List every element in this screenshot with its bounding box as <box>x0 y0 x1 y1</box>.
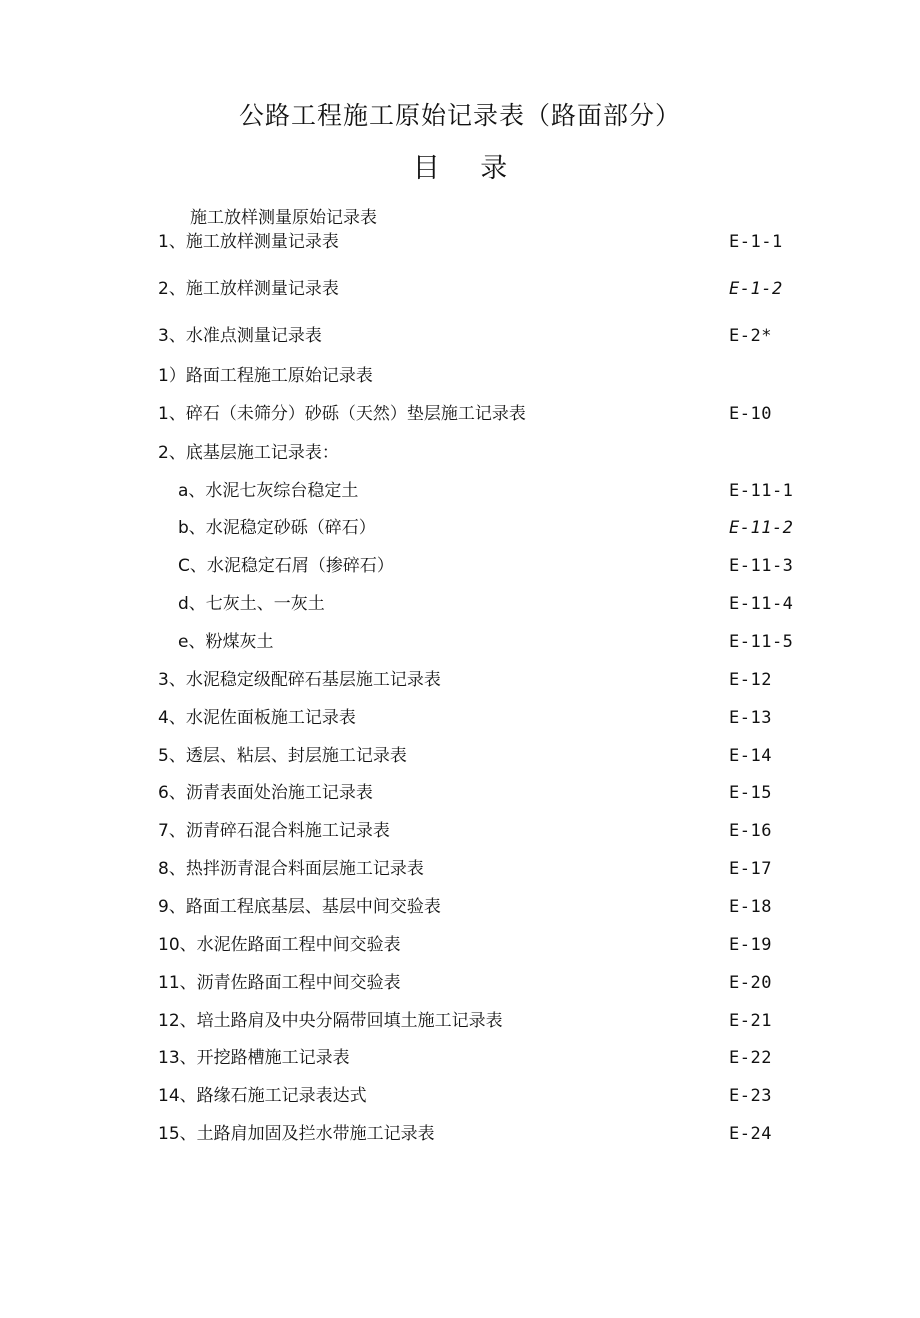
toc-code: E-10 <box>729 404 772 424</box>
toc-code: E-18 <box>729 897 772 917</box>
toc-entry <box>0 743 920 769</box>
toc-entry <box>0 705 920 731</box>
toc-code: E-16 <box>729 821 772 841</box>
toc-code: E-22 <box>729 1048 772 1068</box>
toc-entry <box>0 1083 920 1109</box>
toc-label: 4、水泥佐面板施工记录表 <box>158 708 356 728</box>
toc-section-heading <box>0 205 920 231</box>
toc-code: E-1-1 <box>729 232 783 252</box>
toc-label: 1、施工放样测量记录表 <box>158 232 339 252</box>
toc-entry <box>0 1008 920 1034</box>
toc-code: E-24 <box>729 1124 772 1144</box>
toc-code: E-23 <box>729 1086 772 1106</box>
toc-code: E-11-5 <box>729 632 794 652</box>
document-subtitle: 目 录 <box>412 153 524 184</box>
toc-label: 11、沥青佐路面工程中间交验表 <box>158 973 401 993</box>
toc-label: 10、水泥佐路面工程中间交验表 <box>158 935 401 955</box>
toc-entry <box>0 440 920 466</box>
toc-entry <box>0 276 920 302</box>
toc-entry <box>0 1045 920 1071</box>
toc-label: 5、透层、粘层、封层施工记录表 <box>158 746 407 766</box>
toc-label: 8、热拌沥青混合料面层施工记录表 <box>158 859 424 879</box>
toc-label: 15、土路肩加固及拦水带施工记录表 <box>158 1124 435 1144</box>
toc-subentry <box>0 478 920 504</box>
toc-entry <box>0 667 920 693</box>
toc-entry <box>0 1121 920 1147</box>
toc-label: 2、施工放样测量记录表 <box>158 279 339 299</box>
toc-label: 施工放样测量原始记录表 <box>190 208 377 228</box>
toc-label: 12、培土路肩及中央分隔带回填土施工记录表 <box>158 1011 503 1031</box>
toc-code: E-11-4 <box>729 594 794 614</box>
toc-entry <box>0 323 920 349</box>
toc-code: E-11-2 <box>729 518 794 538</box>
toc-label: b、水泥稳定砂砾（碎石） <box>178 518 376 538</box>
toc-subentry <box>0 553 920 579</box>
document-title: 公路工程施工原始记录表（路面部分） <box>238 101 681 130</box>
toc-label: 9、路面工程底基层、基层中间交验表 <box>158 897 441 917</box>
toc-label: 14、路缘石施工记录表达式 <box>158 1086 367 1106</box>
toc-entry <box>0 229 920 255</box>
toc-entry <box>0 780 920 806</box>
toc-label: d、七灰土、一灰土 <box>178 594 325 614</box>
toc-code: E-11-3 <box>729 556 794 576</box>
toc-entry <box>0 856 920 882</box>
toc-code: E-15 <box>729 783 772 803</box>
toc-code: E-14 <box>729 746 772 766</box>
toc-label: 2、底基层施工记录表： <box>158 443 339 463</box>
toc-code: E-12 <box>729 670 772 690</box>
toc-label: 1、碎石（未筛分）砂砾（天然）垫层施工记录表 <box>158 404 526 424</box>
toc-label: e、粉煤灰土 <box>178 632 274 652</box>
toc-entry <box>0 970 920 996</box>
toc-code: E-2* <box>729 326 772 346</box>
toc-subentry <box>0 591 920 617</box>
toc-code: E-19 <box>729 935 772 955</box>
toc-subentry <box>0 629 920 655</box>
toc-code: E-11-1 <box>729 481 794 501</box>
toc-label: 13、开挖路槽施工记录表 <box>158 1048 350 1068</box>
toc-code: E-20 <box>729 973 772 993</box>
toc-entry <box>0 401 920 427</box>
toc-code: E-13 <box>729 708 772 728</box>
toc-label: 6、沥青表面处治施工记录表 <box>158 783 373 803</box>
toc-label: a、水泥七灰综台稳定土 <box>178 481 359 501</box>
toc-subentry <box>0 515 920 541</box>
toc-code: E-17 <box>729 859 772 879</box>
toc-label: 3、水泥稳定级配碎石基层施工记录表 <box>158 670 441 690</box>
toc-label: 3、水准点测量记录表 <box>158 326 322 346</box>
toc-label: 7、沥青碎石混合料施工记录表 <box>158 821 390 841</box>
toc-code: E-1-2 <box>729 279 783 299</box>
toc-entry <box>0 818 920 844</box>
toc-section-heading <box>0 363 920 389</box>
toc-label: C、水泥稳定石屑（掺碎石） <box>178 556 394 576</box>
toc-label: 1）路面工程施工原始记录表 <box>158 366 373 386</box>
toc-entry <box>0 894 920 920</box>
toc-entry <box>0 932 920 958</box>
toc-code: E-21 <box>729 1011 772 1031</box>
